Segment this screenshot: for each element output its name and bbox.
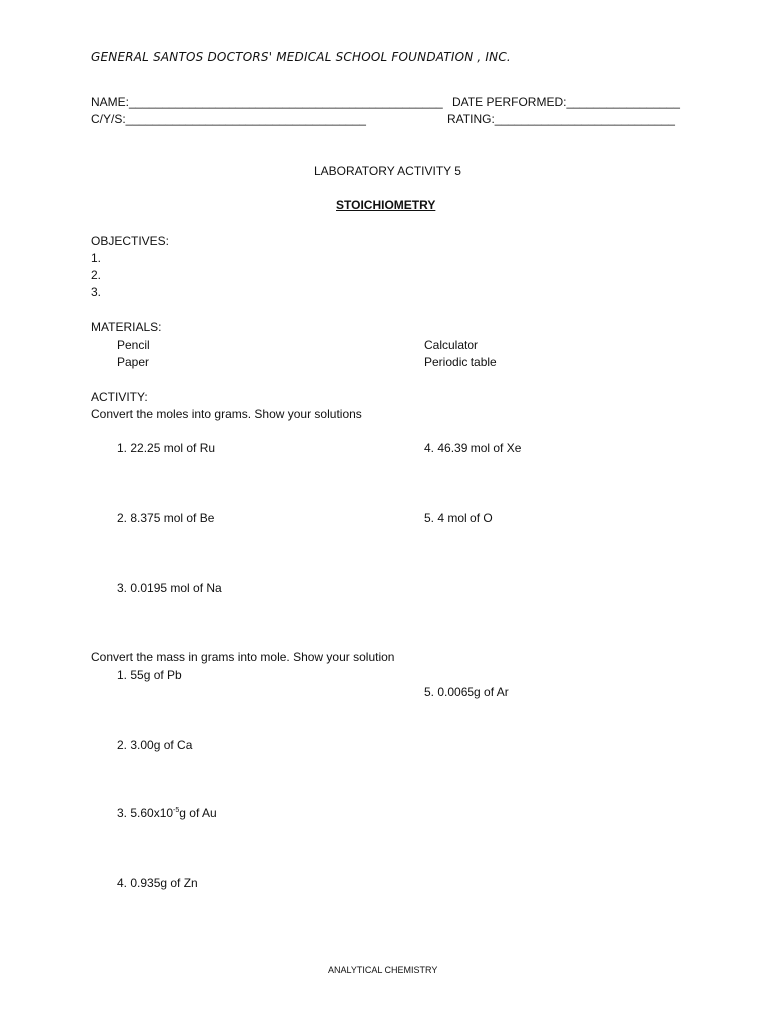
question-item: 2. 8.375 mol of Be: [117, 511, 215, 525]
question-item: 4. 46.39 mol of Xe: [424, 441, 522, 455]
question-item: [117, 806, 217, 820]
date-performed-field: DATE PERFORMED:_________________: [452, 95, 680, 109]
question-item: 1. 22.25 mol of Ru: [117, 441, 216, 455]
activity-label: ACTIVITY:: [91, 390, 148, 404]
part2-instruction: Convert the mass in grams into mole. Show your solution: [91, 650, 395, 664]
exponent: -5: [173, 807, 180, 814]
objective-item: 3.: [91, 285, 102, 299]
question-item: 1. 55g of Pb: [117, 668, 182, 682]
material-item: Calculator: [424, 338, 479, 352]
objective-item: 1.: [91, 251, 102, 265]
question-item: 2. 3.00g of Ca: [117, 738, 193, 752]
footer-course: ANALYTICAL CHEMISTRY: [328, 965, 438, 975]
material-item: Paper: [117, 355, 150, 369]
objectives-label: OBJECTIVES:: [91, 234, 170, 248]
activity-title: LABORATORY ACTIVITY 5: [314, 164, 461, 178]
material-item: Periodic table: [424, 355, 497, 369]
question-item: 4. 0.935g of Zn: [117, 876, 198, 890]
material-item: Pencil: [117, 338, 150, 352]
question-text: g of Au: [179, 806, 217, 820]
question-text: 3. 5.60x10: [117, 806, 174, 820]
topic-title: STOICHIOMETRY: [336, 198, 436, 212]
question-item: 3. 0.0195 mol of Na: [117, 581, 222, 595]
cys-field: C/Y/S:____________________________________: [91, 112, 366, 126]
materials-label: MATERIALS:: [91, 320, 162, 334]
question-item: 5. 4 mol of O: [424, 511, 493, 525]
question-item: 5. 0.0065g of Ar: [424, 685, 509, 699]
name-field: NAME:_______________________________________________: [91, 95, 443, 109]
rating-field: RATING:___________________________: [447, 112, 675, 126]
part1-instruction: Convert the moles into grams. Show your solutions: [91, 407, 362, 421]
objective-item: 2.: [91, 268, 102, 282]
institution-header: GENERAL SANTOS DOCTORS' MEDICAL SCHOOL FOUNDATION , INC.: [91, 50, 511, 64]
